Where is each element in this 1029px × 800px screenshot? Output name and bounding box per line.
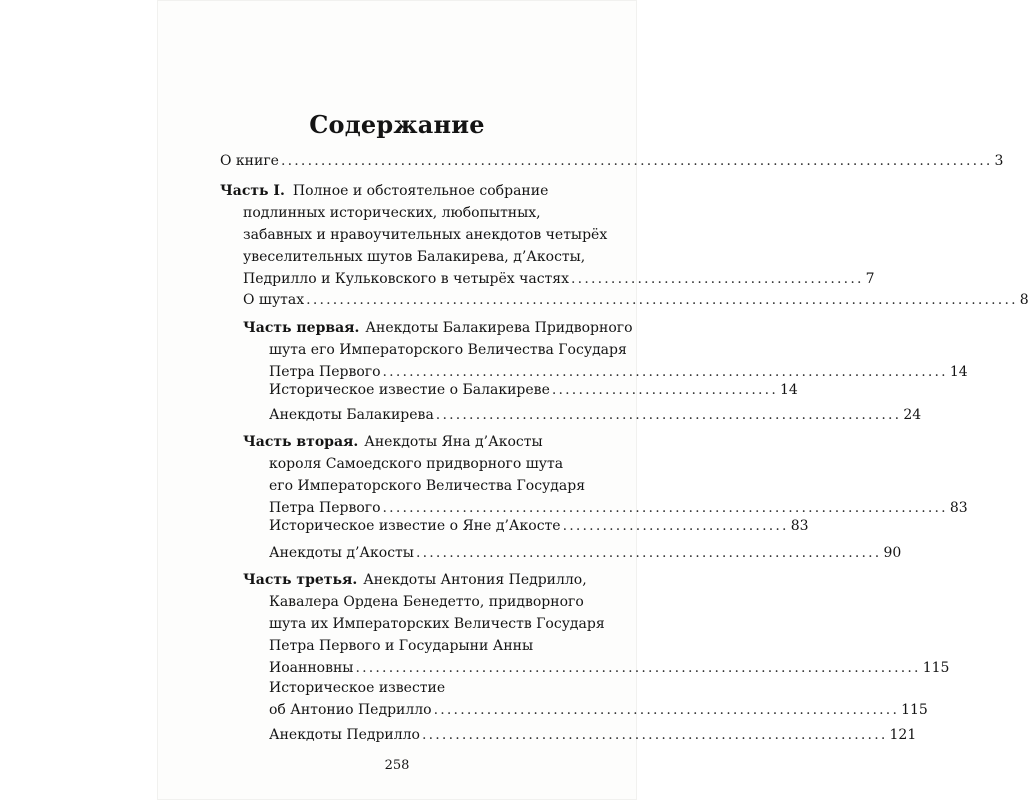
toc-line: увеселительных шутов Балакирева, д’Акосты, xyxy=(243,249,586,265)
toc-entry-part-first xyxy=(243,317,633,339)
toc-entry-part-first-cont xyxy=(269,339,968,383)
toc-entry-part1 xyxy=(220,180,612,202)
toc-entry-about xyxy=(220,150,1004,172)
toc-part-heading: Часть вторая. xyxy=(243,434,359,450)
toc-line: Петра Первого xyxy=(269,364,381,380)
toc-page-number: 24 xyxy=(903,407,922,423)
toc-page-number: 121 xyxy=(889,727,917,743)
toc-line: Петра Первого xyxy=(269,500,381,516)
toc-line: Педрилло и Кульковского в четырёх частях xyxy=(243,271,570,287)
toc-page-number: 7 xyxy=(865,271,875,287)
toc-entry-title: О шутах xyxy=(243,292,305,308)
toc-page-number: 83 xyxy=(949,500,968,516)
dot-leader: ...................................................................... xyxy=(415,545,882,561)
toc-line: подлинных исторических, любопытных, xyxy=(243,205,541,221)
toc-line: Полное и обстоятельное собрание xyxy=(292,183,549,199)
toc-page-number: 115 xyxy=(901,702,928,718)
toc-line: короля Самоедского придворного шута xyxy=(269,456,564,472)
toc-entry-title: Анекдоты д’Акосты xyxy=(269,545,414,561)
toc-page-number: 14 xyxy=(779,382,798,398)
toc-line: шута его Императорского Величества Государя xyxy=(269,342,627,358)
toc-entry-part-second-cont xyxy=(269,453,968,519)
toc-line: Анекдоты Яна д’Акосты xyxy=(364,434,543,450)
toc-subentry xyxy=(269,542,902,564)
dot-leader: ........................................................................................................... xyxy=(280,153,993,169)
toc-subentry xyxy=(269,724,917,746)
toc-entry-part1-cont xyxy=(243,202,875,290)
dot-leader: .................................. xyxy=(562,518,789,534)
toc-subentry xyxy=(269,404,922,426)
toc-subentry xyxy=(269,515,809,537)
toc-entry-title: О книге xyxy=(220,153,279,169)
toc-entry-title: Историческое известие о Яне д’Акосте xyxy=(269,518,561,534)
toc-entry-part-third-cont xyxy=(269,591,950,679)
toc-entry-title: Историческое известие xyxy=(269,680,446,696)
toc-page-number: 8 xyxy=(1019,292,1029,308)
dot-leader: ..................................................................................... xyxy=(355,660,921,676)
dot-leader: .................................. xyxy=(551,382,778,398)
dot-leader: ...................................................................... xyxy=(433,702,900,718)
toc-entry-title: Анекдоты Балакирева xyxy=(269,407,434,423)
toc-entry-jesters xyxy=(243,289,1029,311)
dot-leader: ..................................................................................... xyxy=(382,364,948,380)
toc-line: шута их Императорских Величеств Государя xyxy=(269,616,605,632)
toc-line: Анекдоты Антония Педрилло, xyxy=(363,572,587,588)
toc-part-heading: Часть I. xyxy=(220,183,285,199)
toc-line: Анекдоты Балакирева Придворного xyxy=(365,320,633,336)
toc-part-heading: Часть первая. xyxy=(243,320,360,336)
toc-page-number: 3 xyxy=(994,153,1004,169)
toc-page-number: 14 xyxy=(949,364,968,380)
page-number: 258 xyxy=(384,758,410,773)
dot-leader: ..................................................................................... xyxy=(382,500,948,516)
toc-subentry xyxy=(269,677,928,721)
toc-entry-part-third xyxy=(243,569,612,591)
toc-subentry xyxy=(269,379,798,401)
toc-entry-title: Анекдоты Педрилло xyxy=(269,727,420,743)
toc-page-number: 83 xyxy=(790,518,809,534)
page-title: Содержание xyxy=(309,110,485,139)
dot-leader: ...................................................................... xyxy=(421,727,888,743)
book-page xyxy=(157,0,1029,800)
toc-page-number: 115 xyxy=(922,660,950,676)
dot-leader: ............................................ xyxy=(571,271,864,287)
toc-entry-title: об Антонио Педрилло xyxy=(269,702,432,718)
toc-page-number: 90 xyxy=(883,545,902,561)
toc-line: забавных и нравоучительных анекдотов четырёх xyxy=(243,227,608,243)
toc-line: Кавалера Ордена Бенедетто, придворного xyxy=(269,594,584,610)
toc-line: Иоанновны xyxy=(269,660,354,676)
toc-entry-title: Историческое известие о Балакиреве xyxy=(269,382,550,398)
toc-part-heading: Часть третья. xyxy=(243,572,358,588)
toc-line: Петра Первого и Государыни Анны xyxy=(269,638,534,654)
toc-entry-part-second xyxy=(243,431,612,453)
toc-line: его Императорского Величества Государя xyxy=(269,478,586,494)
dot-leader: ...................................................................... xyxy=(435,407,902,423)
dot-leader: ........................................................................................................... xyxy=(306,292,1018,308)
